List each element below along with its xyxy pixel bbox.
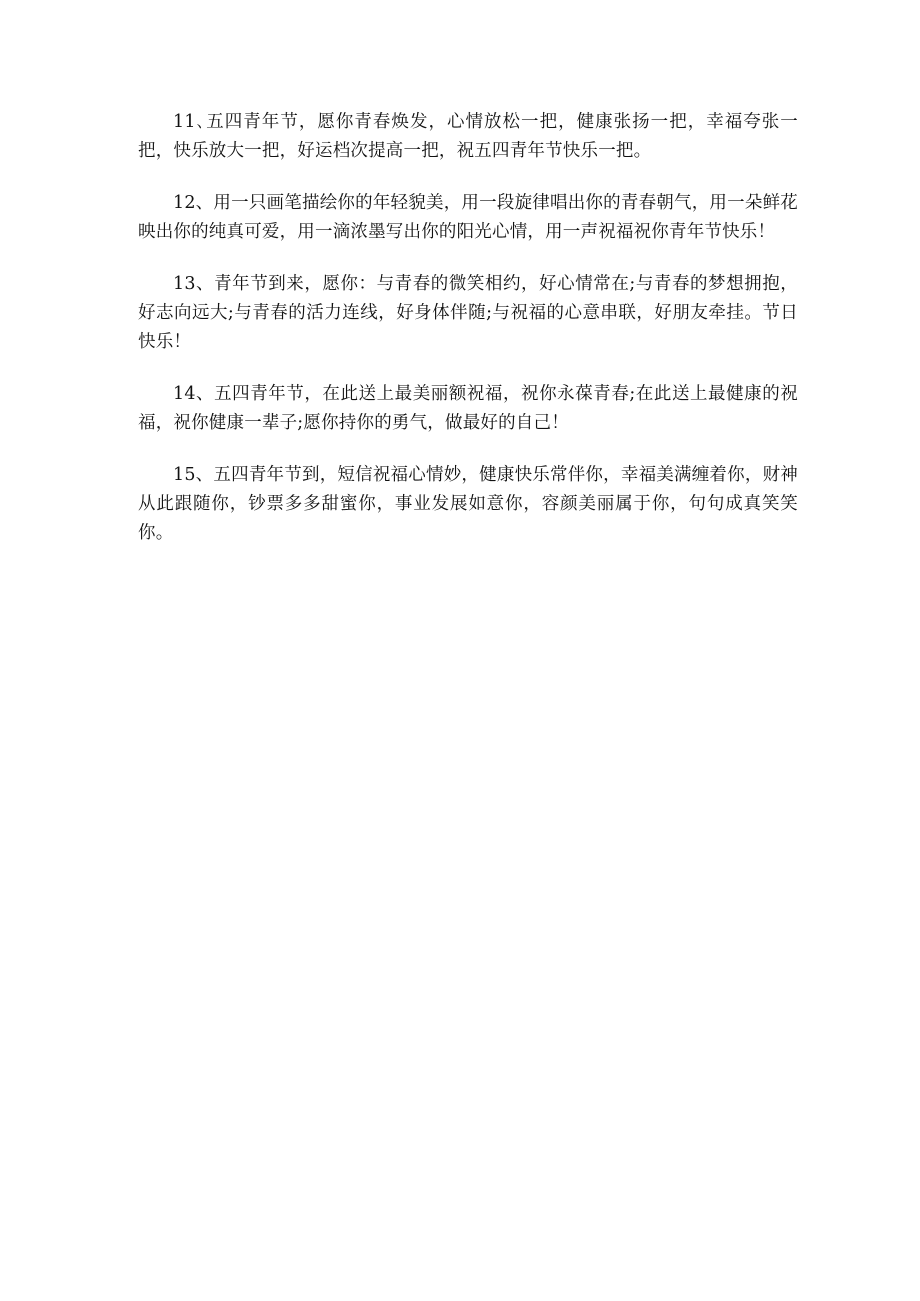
document-page (138, 108, 798, 571)
paragraph-15: 15、五四青年节到，短信祝福心情妙，健康快乐常伴你，幸福美满缠着你，财神从此跟随你，钞票多多甜蜜你，事业发展如意你，容颜美丽属于你，句句成真笑笑你。 (138, 465, 798, 543)
paragraph-11: 11､五四青年节，愿你青春焕发，心情放松一把，健康张扬一把，幸福夸张一把，快乐放大一把，好运档次提高一把，祝五四青年节快乐一把。 (138, 112, 798, 161)
paragraph-14: 14、五四青年节，在此送上最美丽额祝福，祝你永葆青春;在此送上最健康的祝福，祝你健康一辈子;愿你持你的勇气，做最好的自己！ (138, 384, 798, 433)
paragraph-12: 12、用一只画笔描绘你的年轻貌美，用一段旋律唱出你的青春朝气，用一朵鲜花映出你的纯真可爱，用一滴浓墨写出你的阳光心情，用一声祝福祝你青年节快乐！ (138, 193, 798, 242)
paragraph-13: 13、青年节到来，愿你：与青春的微笑相约，好心情常在;与青春的梦想拥抱，好志向远大;与青春的活力连线，好身体伴随;与祝福的心意串联，好朋友牵挂。节日快乐！ (138, 274, 798, 352)
